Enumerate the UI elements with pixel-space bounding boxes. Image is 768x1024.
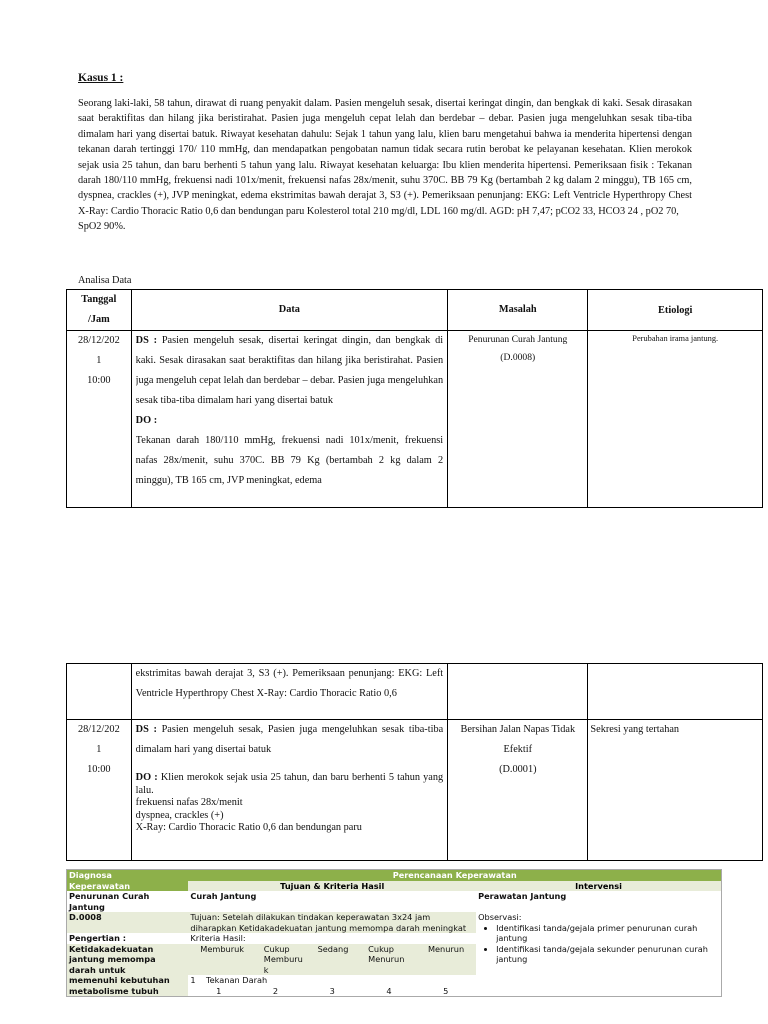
- diagnosa-header: Diagnosa: [67, 870, 189, 881]
- scale-label: Menurun: [427, 943, 465, 954]
- do-text-2: frekuensi nafas 28x/menit: [135, 797, 243, 808]
- row-masalah-cell: Bersihan Jalan Napas Tidak Efektif (D.0001): [448, 720, 588, 861]
- scale-row: 1 Tekanan Darah 1 2 3 4 5: [190, 975, 449, 996]
- case-title: Kasus 1 :: [78, 72, 124, 84]
- keperawatan-header: Keperawatan: [67, 881, 189, 892]
- scale-header: [188, 944, 476, 976]
- diagnosis-code: D.0008: [67, 912, 189, 933]
- case-spo2-text: SpO2 90%.: [78, 221, 126, 233]
- ds-label: DS :: [135, 335, 158, 346]
- case-body-text: Seorang laki-laki, 58 tahun, dirawat di ruang penyakit dalam. Pasien mengeluh sesak, disertai keringat dingin, dan bengkak di kaki. Sesak dirasakan saat beraktifitas dan hilang jika beristirahat. Pasien juga mengeluh cepat lelah dan berdebar – debar. Pasien juga mengeluhkan sesak tiba-tiba dimalam hari yang disertai batuk. Riwayat kesehatan dahulu: Sejak 1 tahun yang lalu, klien baru mengetahui bahwa ia menderita hipertensi dengan tekanan darah tertinggi 170/ 110 mmHg, dan mendapatkan pengobatan namun tidak secara rutin berobat ke pelayanan kesehatan. Klien merokok sejak usia 25 tahun, dan baru berhenti 5 tahun yang lalu. Riwayat kesehatan keluarga: Ibu klien menderita hipertensi. Pemeriksaan fisik : Tekanan darah 180/110 mmHg, frekuensi nadi 101x/menit, frekuensi nafas 28x/menit, suhu 370C. BB 79 Kg (bertambah 2 kg dalam 2 minggu), TB 165 cm, dyspnea, crackles (+), JVP meningkat, edema ekstrimitas bawah derajat 3, S3 (+). Pemeriksaan penunjang: EKG: Left Ventricle Hyperthropy Chest X-Ray: Cardio Thoracic Ratio 0,6 dan bendungan paru Kolesterol total 210 mg/dl, LDL 160 mg/dl. AGD: pH 7,47; pCO2 33, HCO3 24 , pO2 70,: [78, 98, 692, 217]
- scale-label: Cukup Memburu k: [263, 943, 303, 975]
- continued-data-cell: ekstrimitas bawah derajat 3, S3 (+). Pemeriksaan penunjang: EKG: Left Ventricle Hyperthropy Chest X-Ray: Cardio Thoracic Ratio 0,6: [131, 664, 448, 720]
- tujuan-text: Tujuan: Setelah dilakukan tindakan keperawatan 3x24 jam diharapkan Ketidakadekuatan jantung memompa darah meningkat: [188, 912, 476, 933]
- tujuan-header: Tujuan & Kriteria Hasil: [188, 881, 476, 892]
- row-etiologi-cell: [588, 664, 763, 720]
- ds-label: DS :: [135, 724, 157, 735]
- table-row: [67, 331, 763, 508]
- header-data: Data: [131, 290, 447, 331]
- intervensi-title: Perawatan Jantung: [478, 891, 567, 901]
- header-tanggal: Tanggal /Jam: [67, 290, 132, 331]
- ds-text: Pasien mengeluh sesak, disertai keringat dingin, dan bengkak di kaki. Sesak dirasakan saat beraktifitas dan hilang jika beristirahat. Pasien juga mengeluh cepat lelah dan berdebar – debar. Pasien juga mengeluhkan sesak tiba-tiba dimalam hari yang disertai batuk: [135, 335, 444, 406]
- table-row: [67, 720, 763, 861]
- do-text-3: dyspnea, crackles (+): [135, 809, 224, 821]
- analisa-data-table-continued: [66, 663, 763, 861]
- row-masalah-cell: [448, 664, 588, 720]
- ds-text: Pasien mengeluh sesak, Pasien juga mengeluhkan sesak tiba-tiba dimalam hari yang disertai batuk: [135, 724, 444, 755]
- do-text-1: Klien merokok sejak usia 25 tahun, dan baru berhenti 5 tahun yang lalu.: [135, 772, 444, 796]
- kriteria-label: Kriteria Hasil:: [190, 933, 246, 943]
- nursing-plan-table: [66, 869, 722, 997]
- perencanaan-header: Perencanaan Keperawatan: [188, 870, 721, 881]
- row-masalah-cell: Penurunan Curah Jantung (D.0008): [448, 331, 588, 508]
- diagnosis-name: Penurunan Curah Jantung: [69, 891, 150, 912]
- tujuan-title: Curah Jantung: [190, 891, 257, 901]
- scale-label: Sedang: [317, 943, 349, 954]
- row-date-cell: 28/12/202 1 10:00: [67, 720, 132, 861]
- header-masalah: Masalah: [448, 290, 588, 331]
- row-etiologi-cell: Perubahan irama jantung.: [588, 331, 763, 508]
- table-row: [67, 664, 763, 720]
- pengertian-text: Ketidakadekuatan jantung memompa darah untuk memenuhi kebutuhan metabolisme tubuh: [67, 944, 189, 997]
- scale-label: Cukup Menurun: [368, 943, 405, 964]
- row-date-cell: [67, 664, 132, 720]
- row-data-cell: [131, 720, 448, 861]
- pengertian-label: Pengertian :: [69, 933, 127, 943]
- intervensi-header: Intervensi: [476, 881, 721, 892]
- intervensi-item: • Identifikasi tanda/gejala sekunder penurunan curah jantung: [496, 944, 719, 965]
- analisa-data-table: [66, 289, 763, 508]
- intervensi-list: [476, 912, 721, 997]
- do-label: DO :: [135, 415, 158, 426]
- case-description: [78, 96, 692, 235]
- observasi-label: Observasi:: [478, 912, 522, 922]
- do-text: Tekanan darah 180/110 mmHg, frekuensi nadi 101x/menit, frekuensi nafas 28x/menit, suhu 370C. BB 79 Kg (bertambah 2 kg dalam 2 minggu), TB 165 cm, JVP meningkat, edema: [135, 435, 444, 486]
- do-text-4: X-Ray: Cardio Thoracic Ratio 0,6 dan bendungan paru: [135, 822, 362, 833]
- row-date-cell: 28/12/202 1 10:00: [67, 331, 132, 508]
- analisa-data-label: Analisa Data: [78, 275, 132, 286]
- row-etiologi-cell: Sekresi yang tertahan: [588, 720, 763, 861]
- header-etiologi: Etiologi: [588, 290, 763, 331]
- scale-label: Memburuk: [200, 943, 245, 954]
- intervensi-item: • Identifikasi tanda/gejala primer penurunan curah jantung: [496, 923, 719, 944]
- do-label: DO :: [135, 772, 158, 783]
- row-data-cell: [131, 331, 447, 508]
- table-header-row: [67, 290, 763, 331]
